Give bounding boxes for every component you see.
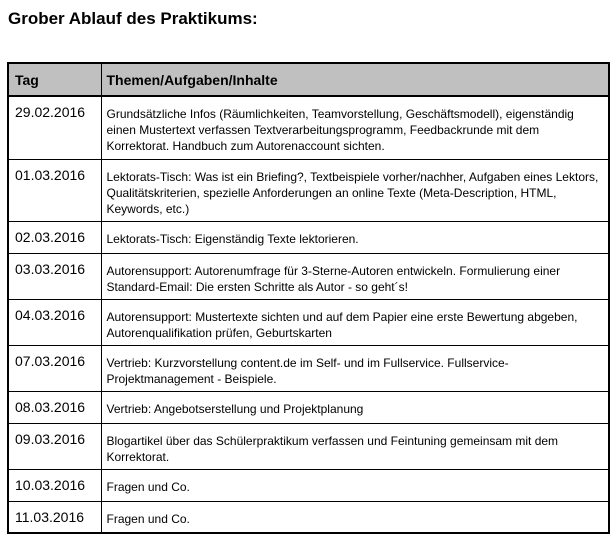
table-row	[8, 159, 609, 221]
row-topic: Autorensupport: Autorenumfrage für 3-Sterne-Autoren entwickeln. Formulierung einer Standard-Email: Die ersten Schritte als Autor - so geht´s!	[101, 253, 609, 299]
row-topic: Fragen und Co.	[101, 469, 609, 501]
table-row	[8, 253, 609, 299]
schedule-table	[7, 62, 610, 534]
row-date: 03.03.2016	[8, 253, 101, 299]
row-topic: Vertrieb: Angebotserstellung und Projektplanung	[101, 391, 609, 423]
column-header-topic: Themen/Aufgaben/Inhalte	[101, 63, 609, 96]
row-topic: Grundsätzliche Infos (Räumlichkeiten, Teamvorstellung, Geschäftsmodell), eigenständig einen Mustertext verfassen Textverarbeitungsprogramm, Feedbackrunde mit dem Korrektorat. Handbuch zum Autorenaccount sichten.	[101, 96, 609, 159]
column-header-date: Tag	[8, 63, 101, 96]
table-header	[8, 63, 609, 96]
row-date: 09.03.2016	[8, 423, 101, 469]
row-date: 04.03.2016	[8, 299, 101, 345]
row-date: 07.03.2016	[8, 345, 101, 391]
row-topic: Lektorats-Tisch: Was ist ein Briefing?, Textbeispiele vorher/nachher, Aufgaben eines Lektors, Qualitätskriterien, spezielle Anforderungen an online Texte (Meta-Description, HTML, Keywords, etc.)	[101, 159, 609, 221]
table-row	[8, 501, 609, 533]
row-date: 01.03.2016	[8, 159, 101, 221]
table-row	[8, 469, 609, 501]
header-row	[8, 63, 609, 96]
row-date: 02.03.2016	[8, 221, 101, 253]
table-row	[8, 345, 609, 391]
row-date: 11.03.2016	[8, 501, 101, 533]
row-topic: Lektorats-Tisch: Eigenständig Texte lektorieren.	[101, 221, 609, 253]
row-topic: Autorensupport: Mustertexte sichten und auf dem Papier eine erste Bewertung abgeben, Autorenqualifikation prüfen, Geburtskarten	[101, 299, 609, 345]
row-topic: Blogartikel über das Schülerpraktikum verfassen und Feintuning gemeinsam mit dem Korrektorat.	[101, 423, 609, 469]
table-row	[8, 299, 609, 345]
row-date: 29.02.2016	[8, 96, 101, 159]
table-row	[8, 391, 609, 423]
row-date: 10.03.2016	[8, 469, 101, 501]
page-title: Grober Ablauf des Praktikums:	[8, 9, 258, 28]
row-topic: Fragen und Co.	[101, 501, 609, 533]
row-topic: Vertrieb: Kurzvorstellung content.de im Self- und im Fullservice. Fullservice-Projektmanagement - Beispiele.	[101, 345, 609, 391]
table-row	[8, 221, 609, 253]
table-row	[8, 96, 609, 159]
row-date: 08.03.2016	[8, 391, 101, 423]
table-row	[8, 423, 609, 469]
table-body	[8, 96, 609, 533]
